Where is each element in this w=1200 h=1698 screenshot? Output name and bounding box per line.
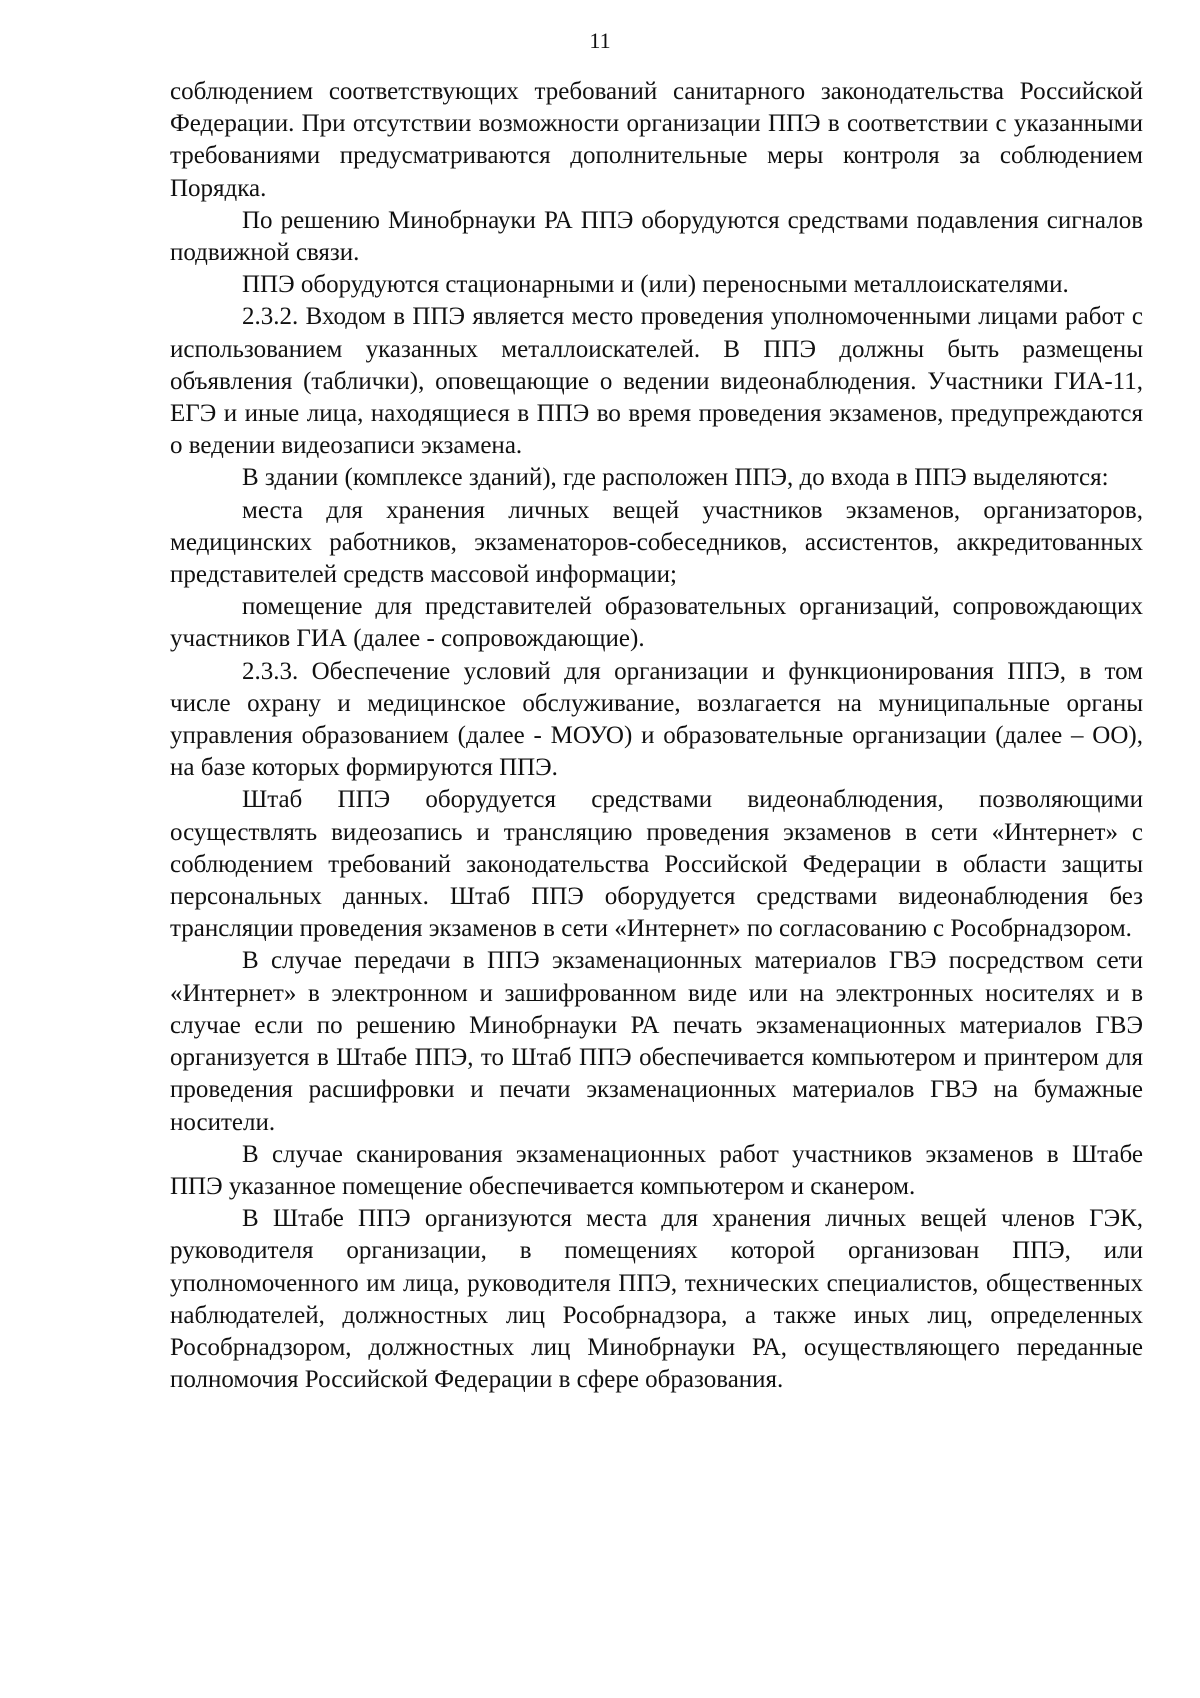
paragraph-storage-places: места для хранения личных вещей участников экзаменов, организаторов, медицинских работников, экзаменаторов-собеседников, ассистентов, аккредитованных представителей средств массовой информации; [170, 496, 1143, 589]
paragraph-hq-scanning: В случае сканирования экзаменационных работ участников экзаменов в Штабе ППЭ указанное помещение обеспечивается компьютером и сканером. [170, 1140, 1143, 1200]
paragraph-escort-room: помещение для представителей образовательных организаций, сопровождающих участников ГИА (далее - сопровождающие). [170, 593, 1143, 653]
paragraph-hq-storage: В Штабе ППЭ организуются места для хранения личных вещей членов ГЭК, руководителя организации, в помещениях которой организован ППЭ, или уполномоченного им лица, руководителя ППЭ, технических специалистов, общественных наблюдателей, должностных лиц Рособрнадзора, а также иных лиц, определенных Рособрнадзором, должностных лиц Минобрнауки РА, осуществляющего переданные полномочия Российской Федерации в сфере образования. [170, 1205, 1143, 1394]
paragraph-2-3-2: 2.3.2. Входом в ППЭ является место проведения уполномоченными лицами работ с использованием указанных металлоискателей. В ППЭ должны быть размещены объявления (таблички), оповещающие о ведении видеонаблюдения. Участники ГИА-11, ЕГЭ и иные лица, находящиеся в ППЭ во время проведения экзаменов, предупреждаются о ведении видеозаписи экзамена. [170, 303, 1143, 460]
paragraph-signal-suppression: По решению Минобрнауки РА ППЭ оборудуются средствами подавления сигналов подвижной связи. [170, 206, 1143, 267]
page-number: 11 [589, 28, 611, 53]
paragraph-hq-video: Штаб ППЭ оборудуется средствами видеонаблюдения, позволяющими осуществлять видеозапись и трансляцию проведения экзаменов в сети «Интернет» с соблюдением требований законодательства Российской Федерации в области защиты персональных данных. Штаб ППЭ оборудуется средствами видеонаблюдения без трансляции проведения экзаменов в сети «Интернет» по согласованию с Рособрнадзором. [170, 786, 1143, 943]
document-body [170, 76, 1143, 1396]
paragraph-continuation: соблюдением соответствующих требований санитарного законодательства Российской Федерации. При отсутствии возможности организации ППЭ в соответствии с указанными требованиями предусматриваются дополнительные меры контроля за соблюдением Порядка. [170, 78, 1143, 202]
paragraph-metal-detectors: ППЭ оборудуются стационарными и (или) переносными металлоискателями. [242, 271, 1069, 299]
paragraph-building-allocation: В здании (комплексе зданий), где расположен ППЭ, до входа в ППЭ выделяются: [242, 464, 1109, 492]
paragraph-hq-printing: В случае передачи в ППЭ экзаменационных материалов ГВЭ посредством сети «Интернет» в электронном и зашифрованном виде или на электронных носителях и в случае если по решению Минобрнауки РА печать экзаменационных материалов ГВЭ организуется в Штабе ППЭ, то Штаб ППЭ обеспечивается компьютером и принтером для проведения расшифровки и печати экзаменационных материалов ГВЭ на бумажные носители. [170, 947, 1143, 1136]
paragraph-2-3-3: 2.3.3. Обеспечение условий для организации и функционирования ППЭ, в том числе охрану и медицинское обслуживание, возлагается на муниципальные органы управления образованием (далее - МОУО) и образовательные организации (далее – ОО), на базе которых формируются ППЭ. [170, 657, 1143, 782]
